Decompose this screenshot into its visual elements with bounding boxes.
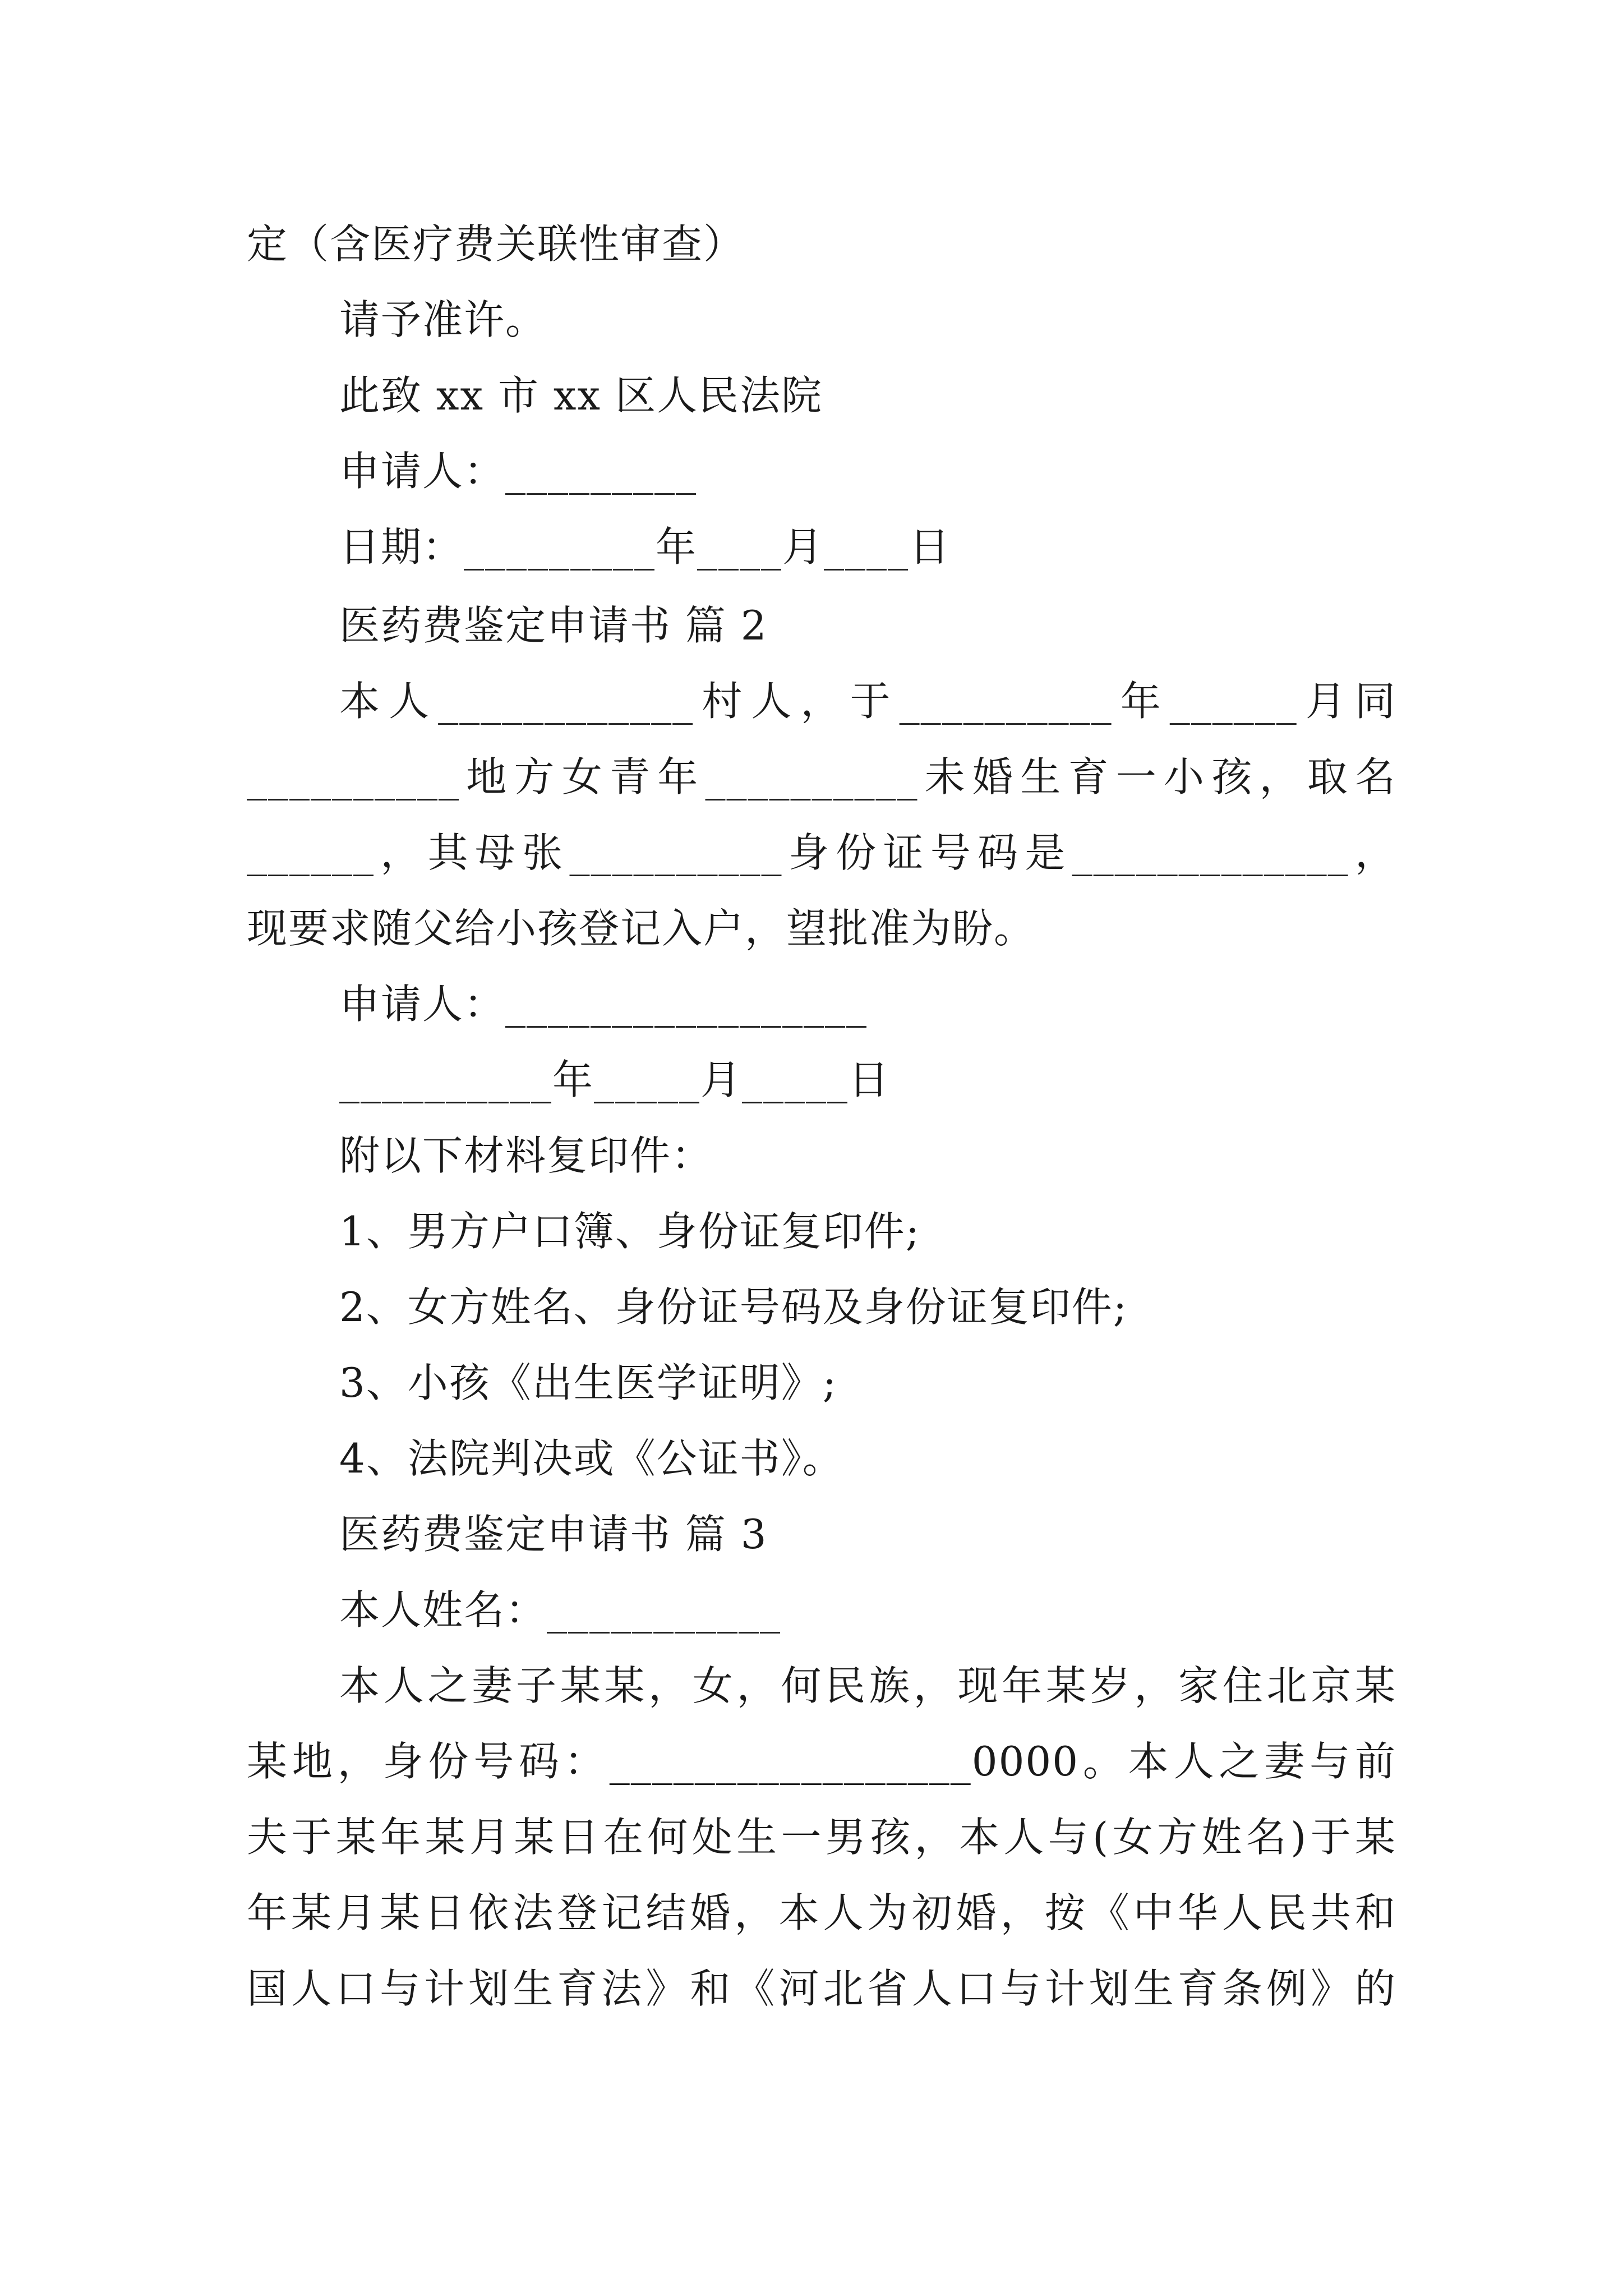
- paragraph-line: ______，其母张__________身份证号码是_____________，: [247, 829, 1396, 876]
- paragraph-line: 年某月某日依法登记结婚，本人为初婚，按《中华人民共和: [247, 1889, 1396, 1936]
- section-heading-2: 医药费鉴定申请书 篇 2: [339, 602, 768, 649]
- text-line-request: 请予准许。: [339, 296, 547, 343]
- text-line-date: 日期：_________年____月____日: [339, 523, 951, 570]
- text-line-date: __________年_____月_____日: [339, 1056, 890, 1103]
- section-heading-3: 医药费鉴定申请书 篇 3: [339, 1511, 768, 1558]
- text-line-continuation: 定（含医疗费关联性审查）: [247, 220, 745, 268]
- paragraph-line: 现要求随父给小孩登记入户，望批准为盼。: [247, 905, 1036, 952]
- text-line-addressee: 此致 xx 市 xx 区人民法院: [339, 372, 823, 419]
- paragraph-line: 本人____________村人，于__________年______月同: [339, 678, 1396, 725]
- paragraph-line: __________地方女青年__________未婚生育一小孩，取名: [247, 753, 1396, 800]
- paragraph-line: 本人之妻子某某，女，何民族，现年某岁，家住北京某: [339, 1662, 1396, 1709]
- attachment-heading: 附以下材料复印件：: [339, 1132, 713, 1179]
- text-line-name: 本人姓名：___________: [339, 1586, 782, 1634]
- paragraph-line: 某地，身份号码：_________________0000。本人之妻与前: [247, 1738, 1396, 1785]
- text-line-applicant: 申请人：_________: [339, 448, 698, 495]
- paragraph-line: 夫于某年某月某日在何处生一男孩，本人与(女方姓名)于某: [247, 1814, 1396, 1861]
- list-item: 4、法院判决或《公证书》。: [339, 1435, 844, 1482]
- list-item: 1、男方户口簿、身份证复印件;: [339, 1208, 921, 1255]
- text-line-applicant: 申请人：_________________: [339, 981, 868, 1028]
- list-item: 2、女方姓名、身份证号码及身份证复印件;: [339, 1283, 1128, 1331]
- paragraph-line: 国人口与计划生育法》和《河北省人口与计划生育条例》的: [247, 1965, 1396, 2012]
- list-item: 3、小孩《出生医学证明》;: [339, 1359, 838, 1406]
